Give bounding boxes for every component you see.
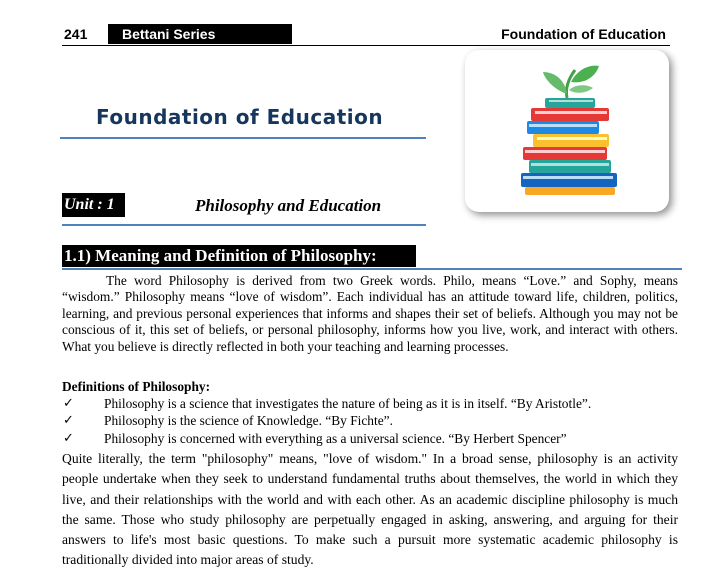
header-rule — [62, 45, 670, 47]
checkmark-icon: ✓ — [63, 430, 74, 446]
title-rule — [60, 137, 426, 139]
intro-paragraph: The word Philosophy is derived from two Greek words. Philo, means “Love.” and Sophy, means “wisdom.” Philosophy means “love of wisdom”. Each individual has an attitude toward life, children, politics, learning, and previous personal experiences that informs and shapes their set of beliefs. Although you may not be conscious of it, this set of beliefs, or personal philosophy, informs how you live, work, and interact with others. What you believe is directly reflected in both your teaching and learning processes. — [62, 273, 678, 354]
definition-item: ✓ Philosophy is a science that investigates the nature of being as it is in itself. “By Aristotle”. — [63, 396, 592, 411]
checkmark-icon: ✓ — [63, 396, 74, 411]
books-with-plant-icon — [465, 50, 669, 212]
definitions-list — [62, 395, 682, 447]
definition-item: ✓ Philosophy is the science of Knowledge. “By Fichte”. — [63, 413, 393, 429]
section-heading: 1.1) Meaning and Definition of Philosophy: — [62, 245, 416, 267]
unit-label: Unit : 1 — [62, 193, 125, 217]
definition-item: ✓ Philosophy is concerned with everything as a universal science. “By Herbert Spencer” — [63, 430, 567, 446]
definitions-heading: Definitions of Philosophy: — [62, 379, 211, 394]
book-logo-card — [465, 50, 669, 212]
unit-rule — [62, 224, 426, 226]
section-rule — [62, 268, 682, 270]
body-paragraph: Quite literally, the term "philosophy" means, "love of wisdom." In a broad sense, philosophy is an activity people undertake when they seek to understand fundamental truths about themselves, the world in which they live, and their relationships with the world and with each other. As an academic discipline philosophy is much the same. Those who study philosophy are perpetually engaged in asking, answering, and arguing for their answers to life's most basic questions. To make such a pursuit more systematic academic philosophy is traditionally divided into major areas of study. — [62, 451, 678, 568]
page-number: 241 — [64, 26, 88, 42]
page-title: Foundation of Education — [96, 105, 384, 129]
header-book-title: Foundation of Education — [501, 26, 666, 42]
unit-title: Philosophy and Education — [195, 196, 382, 215]
page-header — [62, 24, 670, 46]
series-label: Bettani Series — [108, 24, 292, 44]
checkmark-icon: ✓ — [63, 413, 74, 429]
